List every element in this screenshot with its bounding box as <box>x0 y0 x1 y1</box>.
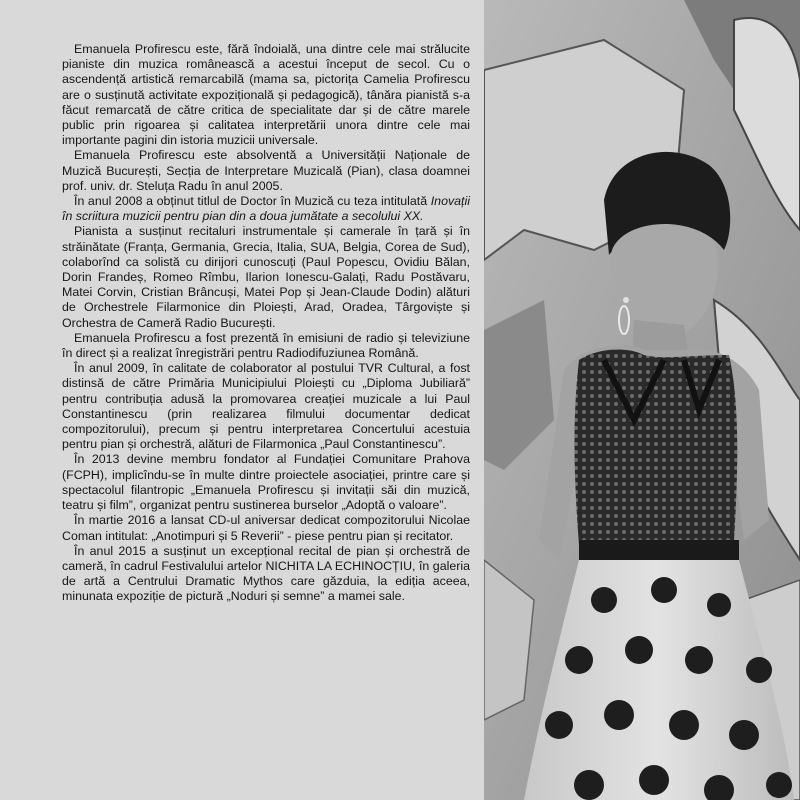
paragraph-doctorate <box>62 194 470 224</box>
earring-top <box>623 297 629 303</box>
waistband <box>579 540 739 562</box>
doctorate-lead: În anul 2008 a obținut titlul de Doctor în Muzică cu teza intitulată <box>74 194 431 209</box>
paragraph-cd-launch: În martie 2016 a lansat CD-ul aniversar dedicat compozitorului Nicolae Coman intitulat: „Anotimpuri și 5 Reverii” - piese pentru pian și recitator. <box>62 513 470 543</box>
paragraph-recitals: Pianista a susținut recitaluri instrumentale și camerale în țară și în străinătate (Franța, Germania, Grecia, Italia, SUA, Belgia, Corea de Sud), colaborînd ca solistă cu dirijori cunoscuți (Paul Popescu, Ovidiu Bălan, Dorin Frandeș, Romeo Rîmbu, Ilarion Ionescu-Galați, Radu Postăvaru, Matei Corvin, Cristian Brâncuși, Matei Pop și Jean-Claude Dodin) alături de Orchestrele Filarmonice din Ploiești, Arad, Oradea, Târgoviște și Orchestra de Cameră Radio București. <box>62 224 470 330</box>
paragraph-foundation: În 2013 devine membru fondator al Fundației Comunitare Prahova (FCPH), implicîndu-se în multe dintre proiectele asociației, printre care și spectacolul filantropic „Emanuela Profirescu și invitații săi din muzică, teatru și film”, organizat pentru sustinerea burselor „Adoptă o valoare”. <box>62 452 470 513</box>
thesis-title: Inovații în scriitura muzicii pentru pian din a doua jumătate a secolului XX. <box>62 194 470 224</box>
pianist-portrait-photo <box>484 0 800 800</box>
paragraph-festival: În anul 2015 a susținut un excepțional recital de pian și orchestră de cameră, în cadrul Festivalului artelor NICHITA LA ECHINOCȚIU, în galeria de artă a Centrului Dramatic Mythos care găzduia, la ediția aceea, minunata expoziție de pictură „Noduri și semne” a mamei sale. <box>62 543 470 604</box>
paragraph-broadcasts: Emanuela Profirescu a fost prezentă în emisiuni de radio și televiziune în direct și a realizat înregistrări pentru Radiodifuziunea Română. <box>62 330 470 361</box>
paragraph-award: În anul 2009, în calitate de colaborator al postului TVR Cultural, a fost distinsă de către Primăria Municipiului Ploiești cu „Diploma Jubiliară” pentru contribuția adusă la promovarea creației muzicale a lui Paul Constantinescu (prin realizarea filmului documentar dedicat compozitorului), precum și pentru interpretarea Concertului acestuia pentru pian și orchestră, alături de Filarmonica „Paul Constantinescu”. <box>62 361 470 452</box>
biography-text <box>62 42 470 605</box>
paragraph-intro: Emanuela Profirescu este, fără îndoială, una dintre cele mai strălucite pianiste din muzica românească a acestui început de secol. Cu o ascendență artistică remarcabilă (mama sa, pictorița Camelia Profirescu are o susținută activitate expozițională și pedagogică), tânăra pianistă s-a făcut remarcată de către critica de specialitate dar și de către marele public prin rigoarea și calitatea interpretării unora dintre cele mai importante pagini din istoria muzicii universale. <box>62 42 470 148</box>
portrait-illustration <box>484 0 800 800</box>
paragraph-education: Emanuela Profirescu este absolventă a Universității Naționale de Muzică București, Secția de Interpretare Muzicală (Pian), clasa doamnei prof. univ. dr. Steluța Radu în anul 2005. <box>62 148 470 193</box>
